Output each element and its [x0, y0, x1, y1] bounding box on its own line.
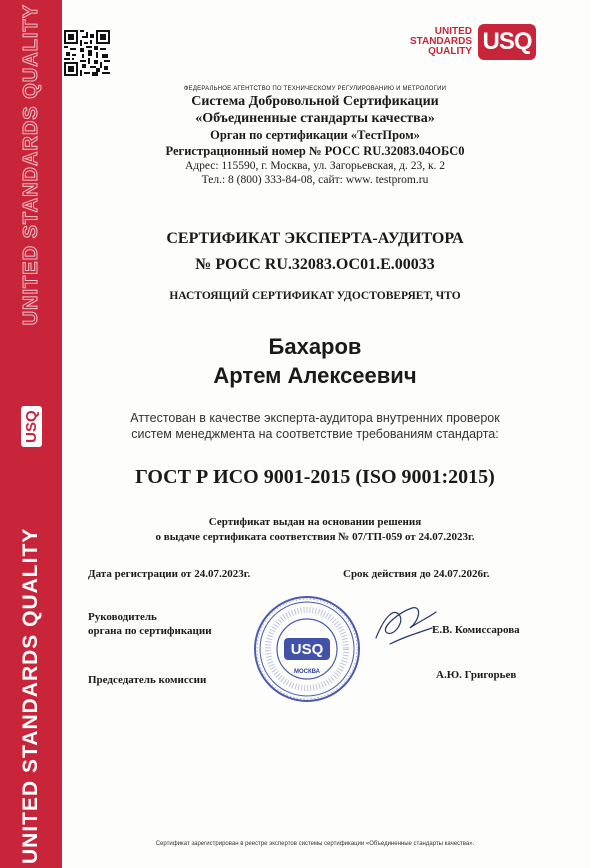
system-name-line-2: «Объединенные стандарты качества» — [195, 111, 435, 126]
agency-name: ФЕДЕРАЛЬНОЕ АГЕНТСТВО ПО ТЕХНИЧЕСКОМУ РЕГУЛИРОВАНИЮ И МЕТРОЛОГИИ — [183, 86, 447, 92]
qr-code-icon — [64, 30, 110, 76]
side-band-text-upper: UNITED STANDARDS QUALITY — [19, 4, 42, 326]
issue-basis-line-1: Сертификат выдан на основании решения — [208, 516, 422, 528]
usq-logo: USQ — [478, 24, 536, 60]
side-band-logo: USQ — [21, 406, 42, 447]
standard-name: ГОСТ Р ИСО 9001-2015 (ISO 9001:2015) — [135, 466, 495, 488]
issuer-contacts: Тел.: 8 (800) 333-84-08, сайт: www. testprom.ru — [201, 174, 429, 186]
brand-line-2: STANDARDS — [409, 36, 472, 47]
attestation-line-1: Аттестован в качестве эксперта-аудитора внутренних проверок — [130, 411, 500, 425]
stamp-city: МОСКВА — [293, 669, 321, 675]
issue-basis-line-2: о выдаче сертификата соответствия № 07/ТП-059 от 24.07.2023г. — [155, 531, 475, 543]
head-signatory-label — [88, 610, 212, 638]
attestation-line-2: систем менеджмента на соответствие требованиям стандарта: — [131, 427, 499, 441]
brand-logo — [400, 14, 560, 70]
holder-given-names: Артем Алексеевич — [213, 363, 417, 388]
chair-signatory-name: А.Ю. Григорьев — [436, 669, 517, 681]
certificate-title-block — [80, 226, 550, 278]
holder-name — [80, 332, 550, 390]
stamp-logo: USQ — [290, 641, 324, 658]
registration-date: Дата регистрации от 24.07.2023г. — [88, 568, 251, 580]
certificate-number: № РОСС RU.32083.ОС01.Е.00033 — [195, 256, 435, 273]
attestation-text — [80, 410, 550, 442]
brand-line-1: UNITED — [434, 26, 472, 37]
head-label-line-2: органа по сертификации — [88, 625, 212, 637]
registry-footnote: Сертификат зарегистрирован в реестре экспертов системы сертификации «Объединенные стандарты качества». — [155, 841, 475, 847]
certificate-title: СЕРТИФИКАТ ЭКСПЕРТА-АУДИТОРА — [166, 230, 464, 247]
side-band — [0, 0, 62, 868]
certificate-intro: НАСТОЯЩИЙ СЕРТИФИКАТ УДОСТОВЕРЯЕТ, ЧТО — [169, 290, 461, 302]
chair-signatory-label: Председатель комиссии — [88, 674, 207, 686]
issue-basis — [80, 515, 550, 545]
holder-surname: Бахаров — [268, 334, 362, 359]
side-band-text-lower: UNITED STANDARDS QUALITY — [19, 527, 42, 864]
system-name-line-1: Система Добровольной Сертификации — [191, 94, 439, 109]
head-signatory-name: Е.В. Комиссарова — [432, 624, 520, 636]
valid-until: Срок действия до 24.07.2026г. — [343, 568, 490, 580]
side-band-text — [11, 4, 51, 864]
handwritten-signature — [370, 598, 440, 658]
issuer-address: Адрес: 115590, г. Москва, ул. Загорьевская, д. 23, к. 2 — [184, 160, 446, 172]
official-stamp — [252, 594, 362, 704]
registration-number: Регистрационный номер № РОСС RU.32083.04ОБС0 — [165, 144, 465, 158]
issuer-header — [80, 85, 550, 187]
certification-organ: Орган по сертификации «ТестПром» — [210, 128, 420, 142]
brand-wordmark — [400, 27, 472, 57]
brand-line-3: QUALITY — [428, 46, 472, 57]
head-label-line-1: Руководитель — [88, 611, 157, 623]
